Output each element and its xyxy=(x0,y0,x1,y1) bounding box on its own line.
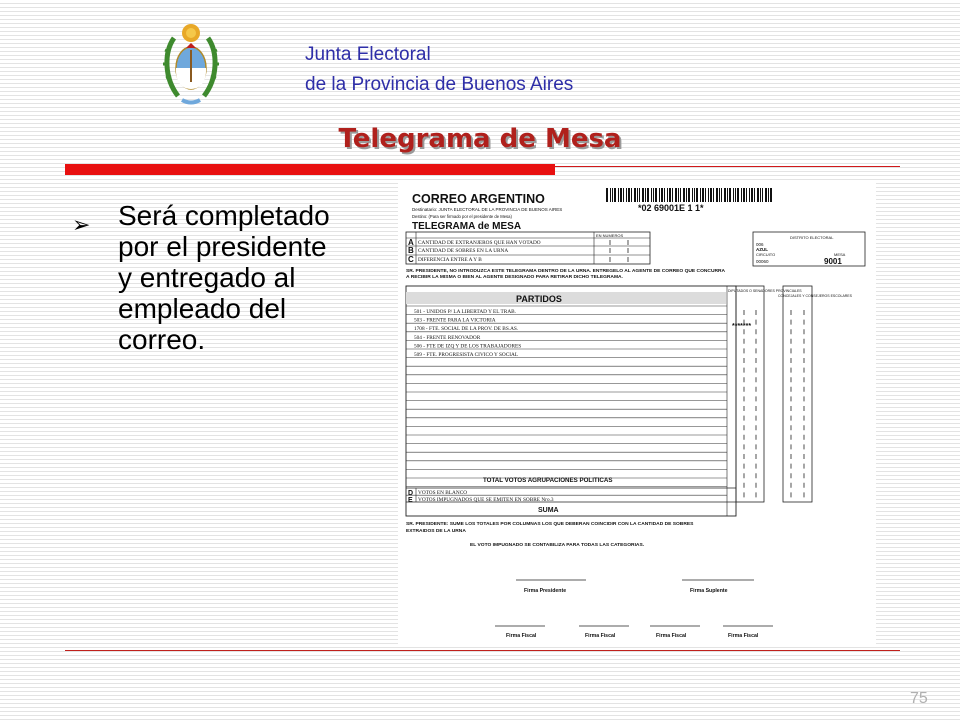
org-name-line1: Junta Electoral xyxy=(305,44,431,65)
form-title: TELEGRAMA de MESA xyxy=(412,221,522,232)
notice-3: SR. PRESIDENTE: SUME LOS TOTALES POR COLUMNAS LOS QUE DEBERAN COINCIDIR CON LA CANTIDAD DE SOBRES xyxy=(406,522,694,527)
barcode xyxy=(606,188,772,202)
col2-header: CONCEJALES Y CONSEJEROS ESCOLARES xyxy=(778,294,852,298)
bullet-text: Será completado por el presidente y entregado al empleado del correo. xyxy=(118,200,330,355)
org-name-line2: de la Provincia de Buenos Aires xyxy=(305,74,574,95)
barcode-text: *02 69001E 1 1* xyxy=(638,203,704,213)
row-label-a: CANTIDAD DE EXTRANJEROS QUE HAN VOTADO xyxy=(418,240,541,246)
firma-fiscal-4: Firma Fiscal xyxy=(728,633,759,639)
firma-fiscal-1: Firma Fiscal xyxy=(506,633,537,639)
title-underline-bar xyxy=(65,164,555,175)
arrow-bullet-icon: ➢ xyxy=(72,212,91,237)
row-letter-b: B xyxy=(408,246,414,255)
coat-of-arms-logo xyxy=(160,18,222,108)
telegrama-form-image xyxy=(398,182,876,644)
party-name: 1708 - FTE. SOCIAL DE LA PROV. DE BS.AS. xyxy=(414,326,519,333)
row-label-b: CANTIDAD DE SOBRES EN LA URNA xyxy=(418,248,509,254)
stars-value: ******* xyxy=(732,323,752,330)
district-title: DISTRITO ELECTORAL xyxy=(790,235,834,240)
firma-fiscal-2: Firma Fiscal xyxy=(585,633,616,639)
total-label: TOTAL VOTOS AGRUPACIONES POLITICAS xyxy=(483,477,613,484)
party-name: 503 - FRENTE PARA LA VICTORIA xyxy=(414,317,496,324)
notice-2: A RECIBIR LA MISMA O BIEN AL AGENTE DESIGNADO PARA RETIRAR DICHO TELEGRAMA. xyxy=(406,275,623,280)
row-letter-d: D xyxy=(408,490,414,497)
row-label-c: DIFERENCIA ENTRE A Y B xyxy=(418,257,482,263)
row-label-d: VOTOS EN BLANCO xyxy=(418,490,468,496)
mesa-value: 9001 xyxy=(824,257,842,266)
firma-fiscal-3: Firma Fiscal xyxy=(656,633,687,639)
party-name: 504 - FRENTE RENOVADOR xyxy=(414,334,481,341)
mesa-label: MESA xyxy=(834,252,846,257)
footer-rule xyxy=(65,650,900,651)
firma-presidente: Firma Presidente xyxy=(524,588,567,594)
form-brand: CORREO ARGENTINO xyxy=(412,192,545,206)
notice-5: EL VOTO IMPUGNADO SE CONTABILIZA PARA TODAS LAS CATEGORIAS. xyxy=(470,543,645,548)
circuito-value: 00060 xyxy=(756,259,769,264)
suma-label: SUMA xyxy=(538,507,559,514)
party-name: 506 - FTE DE IZQ Y DE LOS TRABAJADORES xyxy=(414,343,522,350)
row-label-e: VOTOS IMPUGNADOS QUE SE EMITEN EN SOBRE Nro.3 xyxy=(418,497,554,503)
partidos-header: PARTIDOS xyxy=(516,294,562,304)
circuito-label: CIRCUITO xyxy=(756,252,776,257)
district-code: 006 xyxy=(756,242,764,247)
district-name: AZUL xyxy=(756,247,768,252)
party-name: 501 - UNIDOS P/ LA LIBERTAD Y EL TRAB. xyxy=(414,309,517,315)
party-name: 509 - FTE. PROGRESISTA CIVICO Y SOCIAL xyxy=(414,352,519,358)
firma-suplente: Firma Suplente xyxy=(690,588,728,594)
row-letter-a: A xyxy=(408,238,414,247)
en-numeros-label: EN NUMEROS xyxy=(596,233,624,238)
notice-1: SR. PRESIDENTE, NO INTRODUZCA ESTE TELEGRAMA DENTRO DE LA URNA. ENTREGELO AL AGENTE DE CORREO QUE CONCURRA xyxy=(406,269,726,274)
page-number: 75 xyxy=(910,690,928,707)
form-destinatario: Destinatario: JUNTA ELECTORAL DE LA PROVINCIA DE BUENOS AIRES xyxy=(412,207,563,212)
row-letter-e: E xyxy=(408,497,413,504)
col1-header: DIPUTADOS O SENADORES PROVINCIALES xyxy=(728,289,802,293)
title-underline-rule xyxy=(555,166,900,167)
row-letter-c: C xyxy=(408,255,414,264)
slide-title: Telegrama de Mesa xyxy=(338,124,622,154)
notice-4: EXTRAIDOS DE LA URNA xyxy=(406,529,466,534)
form-destino: Destino: (Para ser firmado por el presidente de Mesa) xyxy=(412,214,512,219)
